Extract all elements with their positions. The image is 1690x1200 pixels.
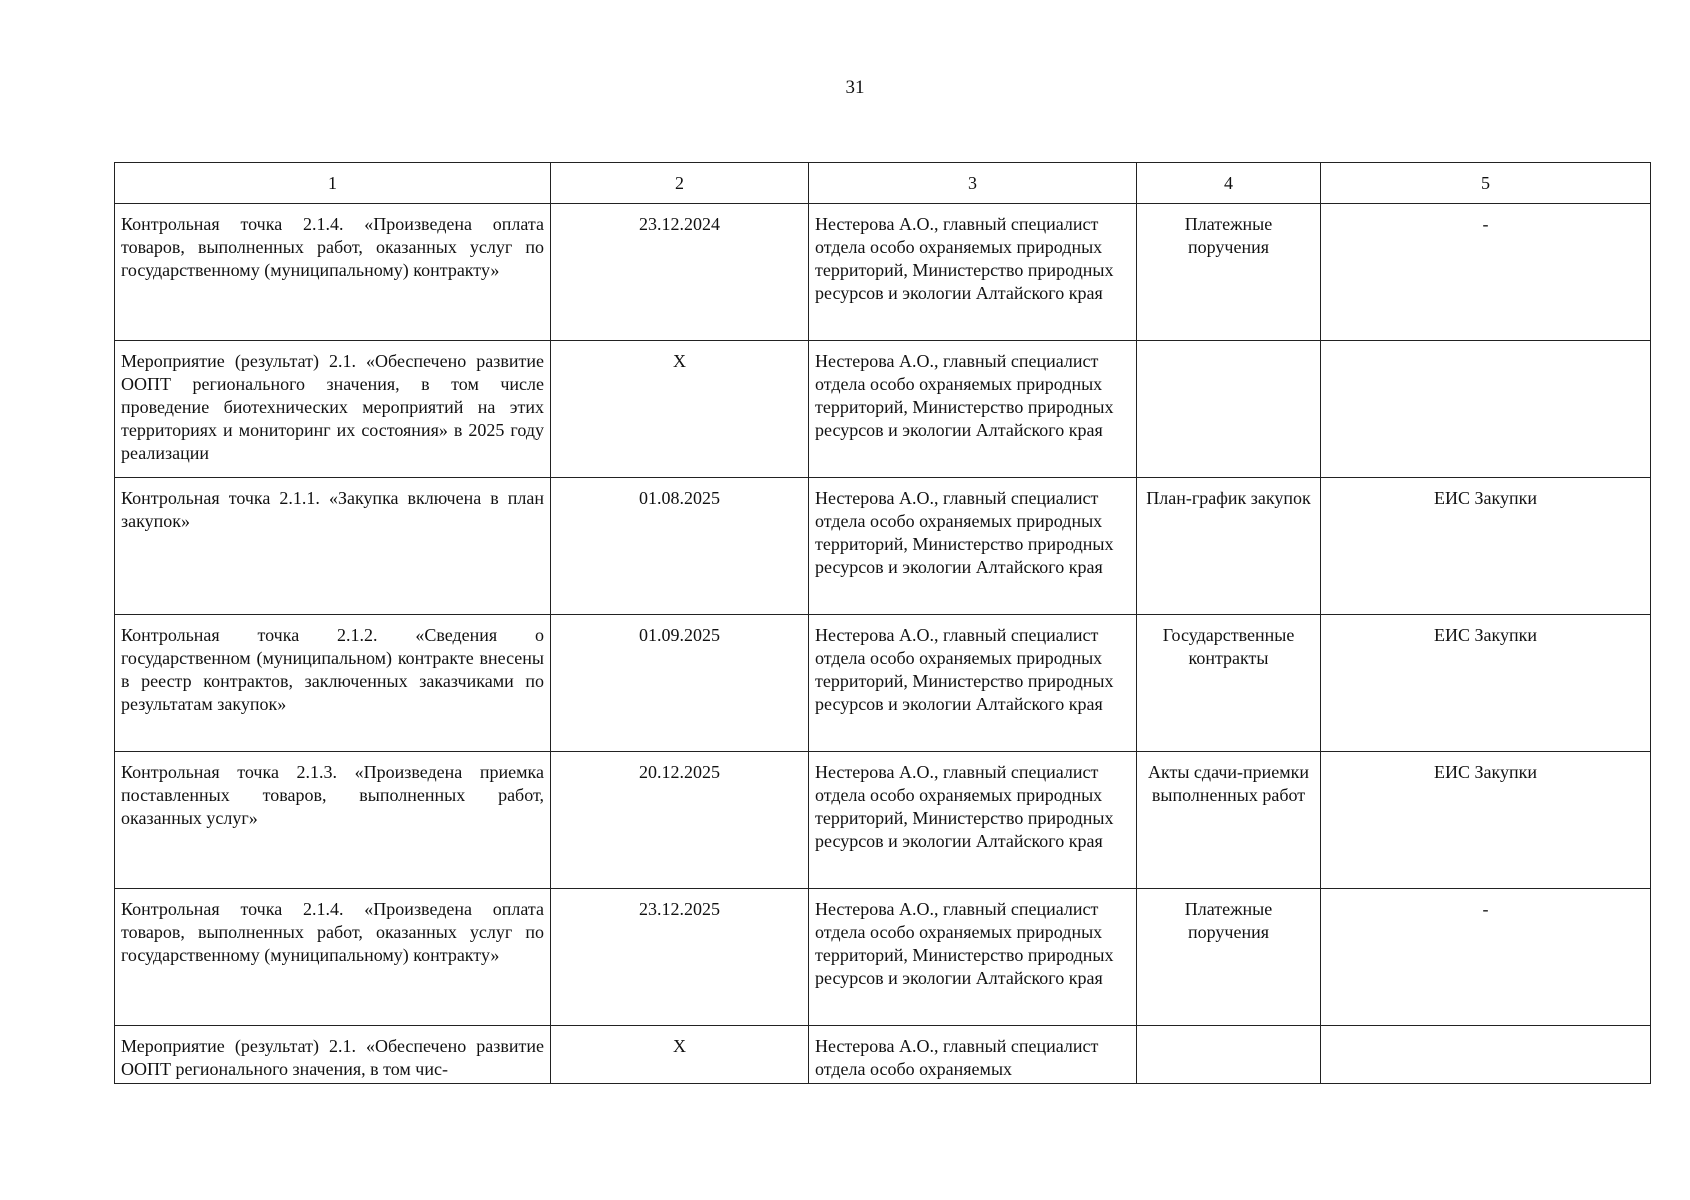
column-number-4: 4: [1137, 163, 1321, 204]
cell-document: Платежные поручения: [1137, 204, 1321, 341]
cell-name: Мероприятие (результат) 2.1. «Обеспечено развитие ООПТ регионального значения, в том числе проведение биотехнических мероприятий на этих территориях и мониторинг их состояния» в 2025 году реализации: [115, 341, 551, 478]
cell-responsible: Нестерова А.О., главный специалист отдела особо охраняемых природных территорий, Министерство природных ресурсов и экологии Алтайского края: [809, 204, 1137, 341]
cell-system: -: [1321, 889, 1651, 1026]
table-header-row: [115, 163, 1651, 204]
table-row: [115, 1026, 1651, 1084]
cell-document: [1137, 1026, 1321, 1084]
column-number-1: 1: [115, 163, 551, 204]
table-row: [115, 752, 1651, 889]
cell-name: Мероприятие (результат) 2.1. «Обеспечено развитие ООПТ регионального значения, в том чис-: [115, 1026, 551, 1084]
cell-system: ЕИС Закупки: [1321, 615, 1651, 752]
table-row: [115, 478, 1651, 615]
cell-responsible: Нестерова А.О., главный специалист отдела особо охраняемых природных территорий, Министерство природных ресурсов и экологии Алтайского края: [809, 615, 1137, 752]
table-row: [115, 889, 1651, 1026]
cell-date: 01.08.2025: [551, 478, 809, 615]
cell-name: Контрольная точка 2.1.1. «Закупка включена в план закупок»: [115, 478, 551, 615]
cell-date: X: [551, 341, 809, 478]
cell-date: 23.12.2024: [551, 204, 809, 341]
column-number-5: 5: [1321, 163, 1651, 204]
cell-name: Контрольная точка 2.1.3. «Произведена приемка поставленных товаров, выполненных работ, оказанных услуг»: [115, 752, 551, 889]
cell-responsible: Нестерова А.О., главный специалист отдела особо охраняемых природных территорий, Министерство природных ресурсов и экологии Алтайского края: [809, 478, 1137, 615]
cell-system: [1321, 341, 1651, 478]
cell-name: Контрольная точка 2.1.4. «Произведена оплата товаров, выполненных работ, оказанных услуг по государственному (муниципальному) контракту»: [115, 889, 551, 1026]
cell-document: Государственные контракты: [1137, 615, 1321, 752]
cell-responsible: Нестерова А.О., главный специалист отдела особо охраняемых природных территорий, Министерство природных ресурсов и экологии Алтайского края: [809, 889, 1137, 1026]
cell-responsible: Нестерова А.О., главный специалист отдела особо охраняемых: [809, 1026, 1137, 1084]
cell-responsible: Нестерова А.О., главный специалист отдела особо охраняемых природных территорий, Министерство природных ресурсов и экологии Алтайского края: [809, 752, 1137, 889]
cell-document: [1137, 341, 1321, 478]
column-number-3: 3: [809, 163, 1137, 204]
cell-responsible: Нестерова А.О., главный специалист отдела особо охраняемых природных территорий, Министерство природных ресурсов и экологии Алтайского края: [809, 341, 1137, 478]
table-row: [115, 204, 1651, 341]
control-points-table: [114, 162, 1651, 1084]
cell-document: Платежные поручения: [1137, 889, 1321, 1026]
cell-date: 23.12.2025: [551, 889, 809, 1026]
cell-name: Контрольная точка 2.1.2. «Сведения о государственном (муниципальном) контракте внесены в реестр контрактов, заключенных заказчиками по результатам закупок»: [115, 615, 551, 752]
cell-date: X: [551, 1026, 809, 1084]
table-row: [115, 615, 1651, 752]
cell-document: Акты сдачи-приемки выполненных работ: [1137, 752, 1321, 889]
cell-system: -: [1321, 204, 1651, 341]
cell-date: 01.09.2025: [551, 615, 809, 752]
column-number-2: 2: [551, 163, 809, 204]
cell-system: ЕИС Закупки: [1321, 478, 1651, 615]
cell-document: План-график закупок: [1137, 478, 1321, 615]
cell-system: ЕИС Закупки: [1321, 752, 1651, 889]
cell-name: Контрольная точка 2.1.4. «Произведена оплата товаров, выполненных работ, оказанных услуг по государственному (муниципальному) контракту»: [115, 204, 551, 341]
cell-date: 20.12.2025: [551, 752, 809, 889]
table-row: [115, 341, 1651, 478]
cell-system: [1321, 1026, 1651, 1084]
page-number: 31: [845, 77, 865, 98]
